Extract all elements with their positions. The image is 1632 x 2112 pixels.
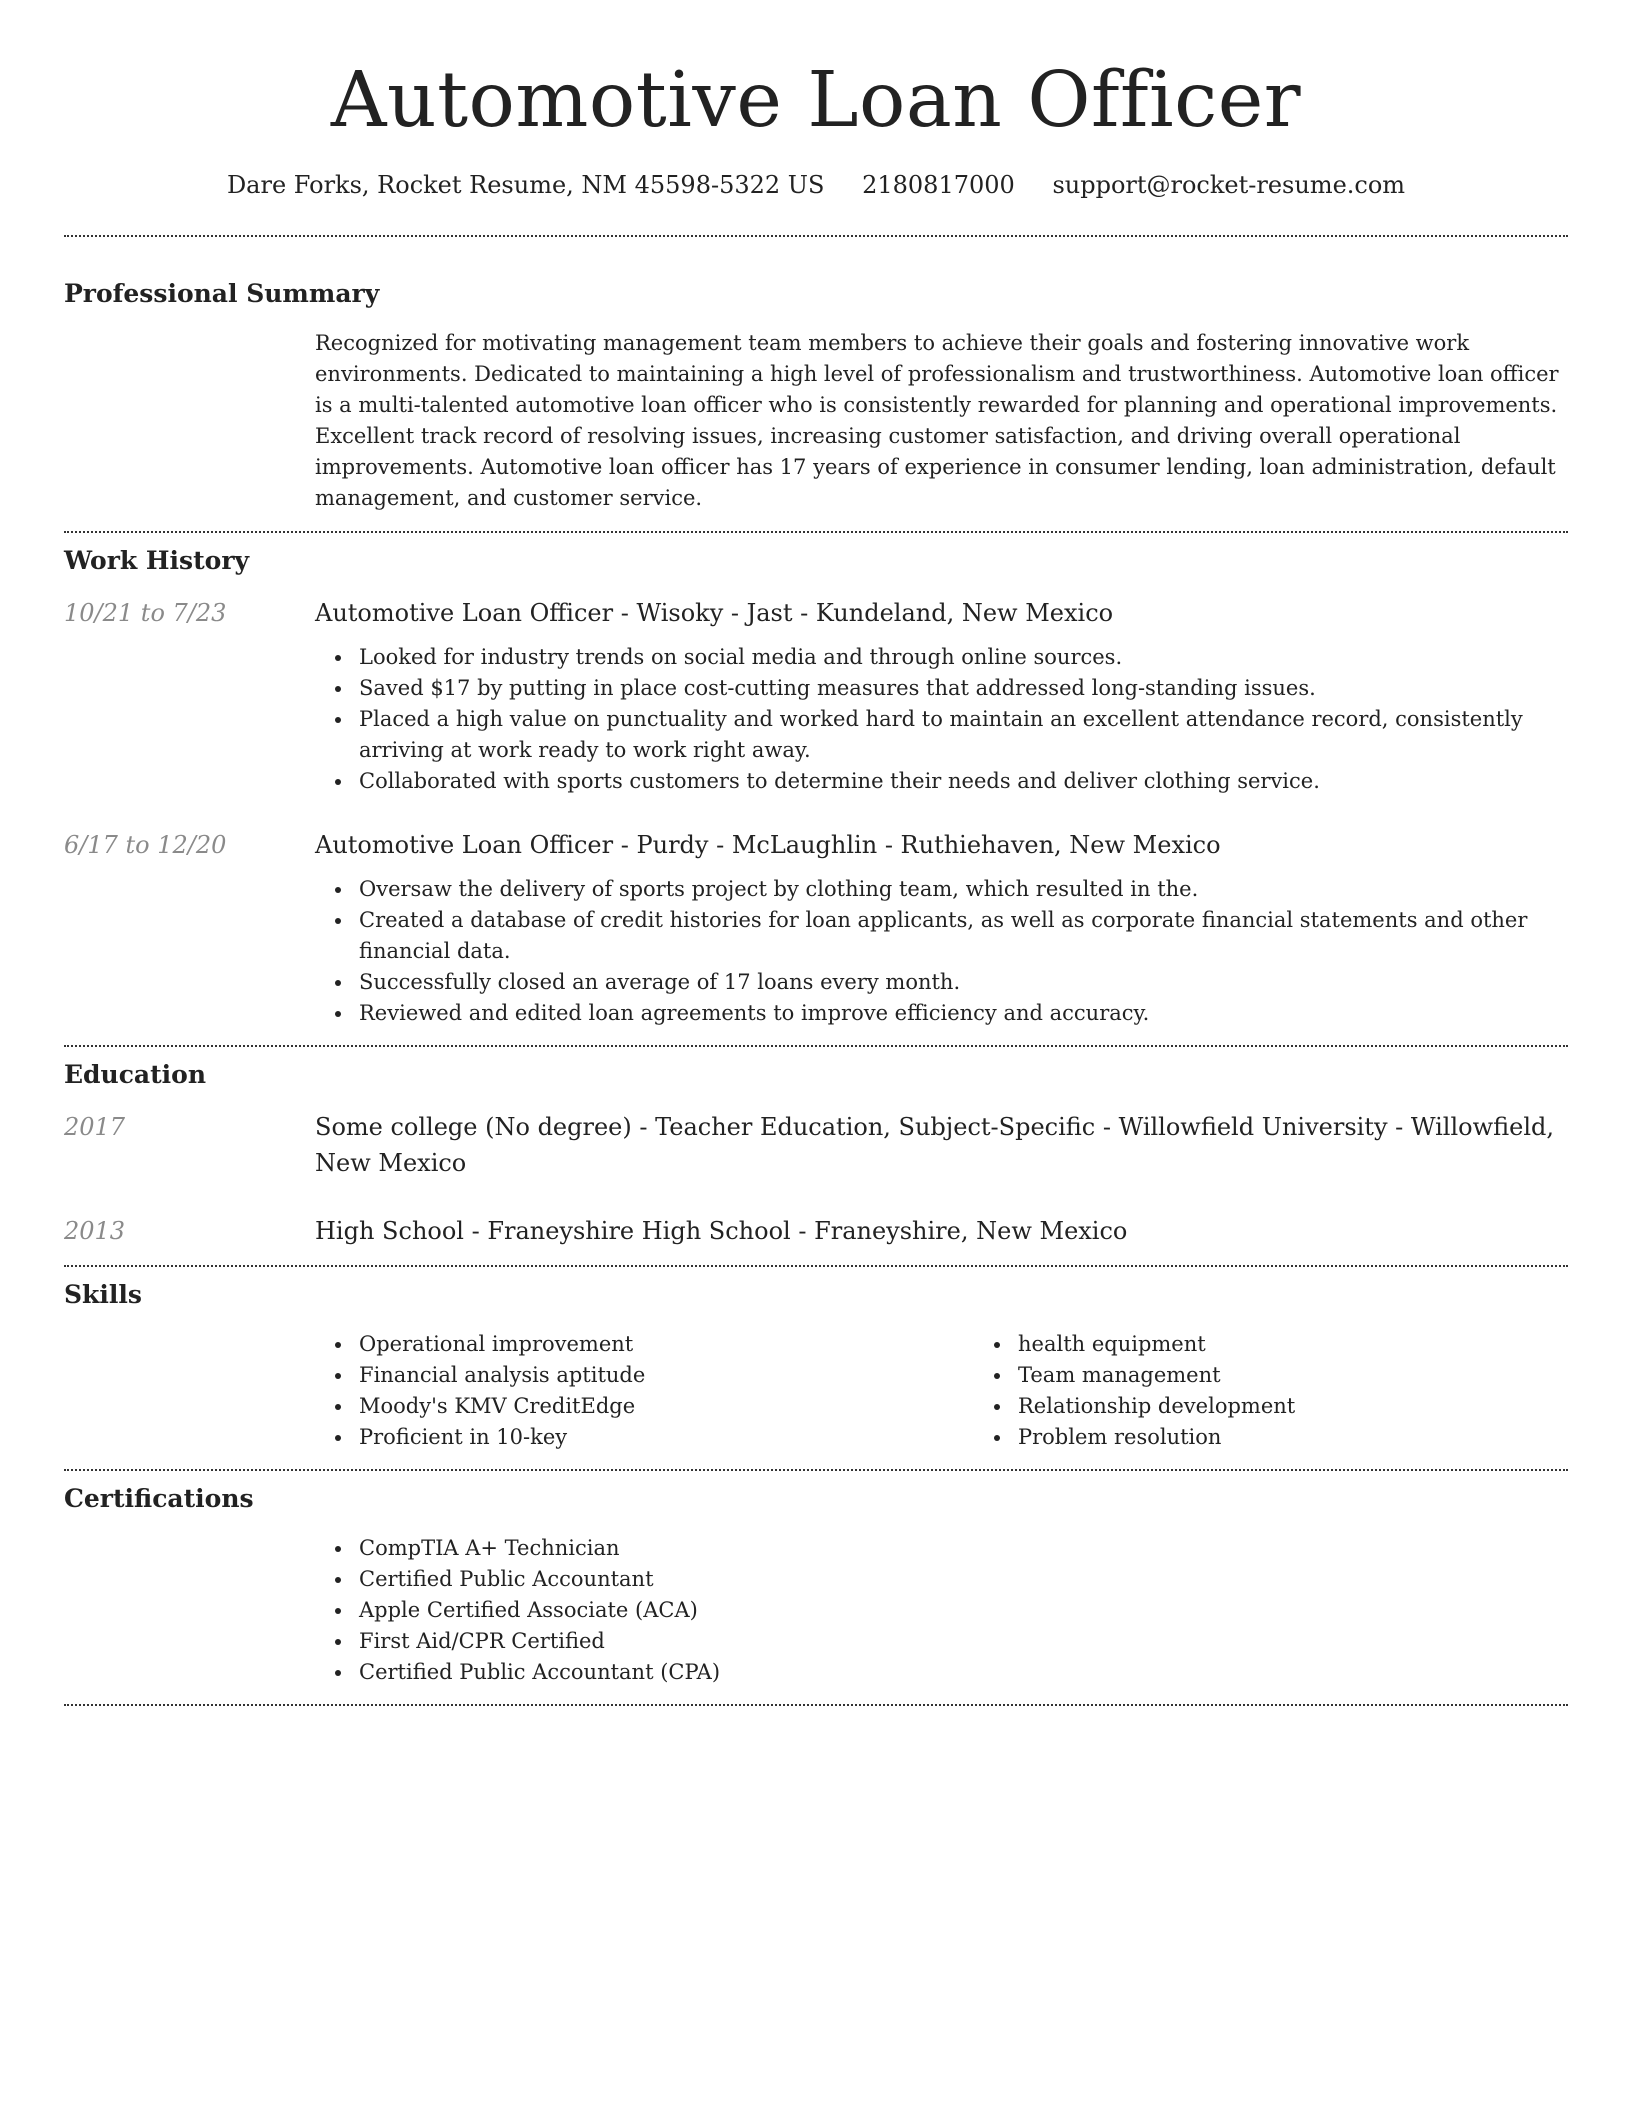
job-dates: 10/21 to 7/23 [64,599,227,627]
education-year: 2017 [64,1113,126,1141]
list-item: Proficient in 10-key [359,1422,974,1453]
summary-section [64,237,1568,514]
list-item: Certified Public Accountant (CPA) [359,1657,1568,1688]
list-item: Placed a high value on punctuality and worked hard to maintain an excellent attendance record, consistently arriving at work ready to work right away. [359,704,1568,766]
list-item: Problem resolution [1018,1422,1632,1453]
list-item: Successfully closed an average of 17 loans every month. [359,967,1568,998]
skills-list-left [315,1329,974,1453]
section-title-work-history: Work History [64,546,250,575]
summary-text: Recognized for motivating management team members to achieve their goals and fostering innovative work environments. Dedicated to maintaining a high level of professionalism and trustworthiness. Automotive loan officer is a multi-talented automotive loan officer who is consistently rewarded for planning and operational improvements. Excellent track record of resolving issues, increasing customer satisfaction, and driving overall operational improvements. Automotive loan officer has 17 years of experience in consumer lending, loan administration, default management, and customer service. [315,331,1559,510]
job-bullets [315,642,1568,797]
contact-line [64,171,1568,199]
list-item: Saved $17 by putting in place cost-cutting measures that addressed long-standing issues. [359,673,1568,704]
section-title-education: Education [64,1060,207,1089]
list-item: Collaborated with sports customers to determine their needs and deliver clothing service. [359,766,1568,797]
education-section [64,1047,1568,1249]
certifications-section [64,1471,1568,1688]
section-title-summary: Professional Summary [64,279,380,308]
job-heading: Automotive Loan Officer - Purdy - McLaughlin - Ruthiehaven, New Mexico [315,831,1221,859]
list-item: Certified Public Accountant [359,1564,1568,1595]
list-item: Oversaw the delivery of sports project by clothing team, which resulted in the. [359,874,1568,905]
education-text: Some college (No degree) - Teacher Education, Subject-Specific - Willowfield University - Willowfield, New Mexico [315,1113,1555,1177]
list-item: Apple Certified Associate (ACA) [359,1595,1568,1626]
list-item: CompTIA A+ Technician [359,1533,1568,1564]
divider [64,1704,1568,1706]
section-title-certifications: Certifications [64,1484,254,1513]
list-item: Moody's KMV CreditEdge [359,1391,974,1422]
education-text: High School - Franeyshire High School - Franeyshire, New Mexico [315,1217,1128,1245]
skills-list-right [974,1329,1632,1453]
list-item: Reviewed and edited loan agreements to improve efficiency and accuracy. [359,998,1568,1029]
skills-section [64,1267,1568,1453]
list-item: Operational improvement [359,1329,974,1360]
list-item: Relationship development [1018,1391,1632,1422]
resume-name: Automotive Loan Officer [330,56,1302,145]
list-item: Team management [1018,1360,1632,1391]
job-dates: 6/17 to 12/20 [64,831,227,859]
section-title-skills: Skills [64,1280,142,1309]
education-entry [64,1109,1568,1181]
list-item: First Aid/CPR Certified [359,1626,1568,1657]
job-bullets [315,874,1568,1029]
list-item: Created a database of credit histories for loan applicants, as well as corporate financial statements and other financial data. [359,905,1568,967]
education-year: 2013 [64,1217,126,1245]
list-item: health equipment [1018,1329,1632,1360]
education-entry [64,1213,1568,1249]
job-entry [64,827,1568,1029]
list-item: Looked for industry trends on social media and through online sources. [359,642,1568,673]
job-entry [64,595,1568,797]
certifications-list [315,1533,1568,1688]
contact-phone: 2180817000 [862,171,1015,199]
job-heading: Automotive Loan Officer - Wisoky - Jast - Kundeland, New Mexico [315,599,1114,627]
work-history-section [64,533,1568,1029]
list-item: Financial analysis aptitude [359,1360,974,1391]
contact-email: support@rocket-resume.com [1052,171,1406,199]
contact-address: Dare Forks, Rocket Resume, NM 45598-5322 US [226,171,825,199]
